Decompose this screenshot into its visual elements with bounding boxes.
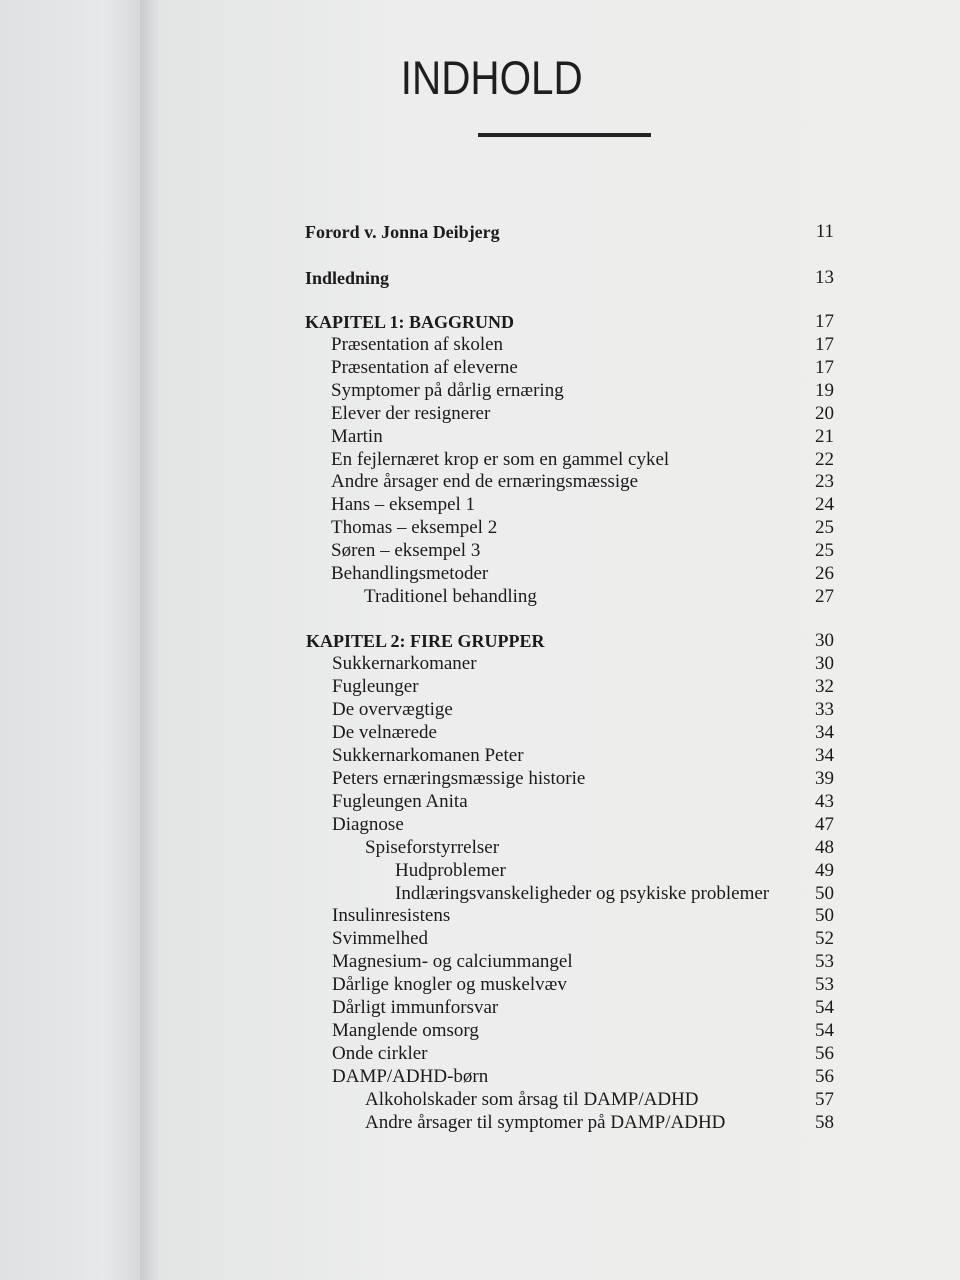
toc-entry-label: KAPITEL 2: FIRE GRUPPER	[306, 631, 545, 651]
toc-entry-label: Svimmelhed	[332, 928, 429, 949]
toc-page-number: 27	[815, 586, 834, 607]
toc-entry-label: Alkoholskader som årsag til DAMP/ADHD	[365, 1089, 699, 1110]
toc-entry	[364, 585, 834, 609]
toc-entry	[331, 493, 834, 517]
toc-page-number: 26	[815, 563, 834, 584]
toc-entry-label: Fugleungen Anita	[332, 791, 468, 812]
toc-entry	[332, 790, 834, 814]
toc-entry	[332, 996, 834, 1020]
toc-page-number: 50	[815, 905, 834, 926]
toc-entry	[395, 859, 834, 883]
toc-entry	[331, 516, 834, 540]
toc-page-number: 23	[815, 471, 834, 492]
toc-entry	[332, 1042, 834, 1066]
toc-entry	[332, 652, 834, 676]
toc-page-number: 13	[815, 267, 834, 288]
toc-page-number: 17	[815, 334, 834, 355]
toc-entry	[332, 675, 834, 699]
toc-page-number: 54	[815, 1020, 834, 1041]
toc-entry-label: Peters ernæringsmæssige historie	[332, 768, 586, 789]
toc-entry	[332, 1019, 834, 1043]
toc-entry-label: Martin	[331, 426, 383, 447]
toc-entry	[331, 562, 834, 586]
toc-entry	[331, 379, 834, 403]
toc-entry	[365, 836, 834, 860]
toc-entry-label: Thomas – eksempel 2	[331, 517, 498, 538]
toc-entry	[332, 767, 834, 791]
toc-entry-label: Indledning	[305, 268, 390, 288]
toc-entry	[331, 425, 834, 449]
toc-page-number: 56	[815, 1066, 834, 1087]
toc-page-number: 25	[815, 540, 834, 561]
toc-page-number: 17	[815, 357, 834, 378]
toc-page-number: 30	[815, 653, 834, 674]
toc-entry	[395, 882, 834, 906]
toc-entry	[331, 333, 834, 357]
toc-heading-entry	[305, 266, 834, 290]
toc-entry-label: Præsentation af eleverne	[331, 357, 518, 378]
toc-entry-label: Indlæringsvanskeligheder og psykiske problemer	[395, 883, 770, 904]
toc-entry-label: Andre årsager til symptomer på DAMP/ADHD	[365, 1112, 726, 1133]
toc-entry-label: Manglende omsorg	[332, 1020, 479, 1041]
toc-page-number: 43	[815, 791, 834, 812]
toc-page-number: 52	[815, 928, 834, 949]
toc-entry-label: Sukkernarkomaner	[332, 653, 477, 674]
toc-entry-label: Traditionel behandling	[364, 586, 537, 607]
toc-entry-label: Dårlige knogler og muskelvæv	[332, 974, 567, 995]
toc-entry-label: Søren – eksempel 3	[331, 540, 481, 561]
toc-page-number: 53	[815, 974, 834, 995]
toc-entry	[331, 470, 834, 494]
toc-entry	[332, 927, 834, 951]
toc-entry	[331, 402, 834, 426]
toc-entry	[332, 950, 834, 974]
toc-entry-label: Spiseforstyrrelser	[365, 837, 500, 858]
toc-page-number: 58	[815, 1112, 834, 1133]
toc-page-number: 47	[815, 814, 834, 835]
toc-page-number: 25	[815, 517, 834, 538]
toc-page-number: 34	[815, 722, 834, 743]
toc-entry-label: De velnærede	[332, 722, 437, 743]
toc-entry	[331, 539, 834, 563]
toc-entry-label: De overvægtige	[332, 699, 453, 720]
toc-page-number: 50	[815, 883, 834, 904]
toc-page-number: 56	[815, 1043, 834, 1064]
toc-page-number: 34	[815, 745, 834, 766]
toc-entry-label: DAMP/ADHD-børn	[332, 1066, 489, 1087]
toc-entry-label: Hudproblemer	[395, 860, 506, 881]
toc-entry-label: Hans – eksempel 1	[331, 494, 476, 515]
toc-entry	[331, 356, 834, 380]
toc-entry-label: Insulinresistens	[332, 905, 451, 926]
toc-page-number: 54	[815, 997, 834, 1018]
toc-entry	[331, 448, 834, 472]
toc-entry	[365, 1111, 834, 1135]
toc-page-number: 17	[815, 311, 834, 332]
toc-entry	[332, 1065, 834, 1089]
toc-page-number: 57	[815, 1089, 834, 1110]
toc-page-number: 48	[815, 837, 834, 858]
toc-page-number: 24	[815, 494, 834, 515]
toc-entry-label: Onde cirkler	[332, 1043, 428, 1064]
toc-page-number: 30	[815, 630, 834, 651]
toc-entry	[332, 744, 834, 768]
toc-page-number: 11	[815, 221, 834, 242]
toc-entry-label: Forord v. Jonna Deibjerg	[305, 222, 500, 242]
toc-heading-entry	[306, 629, 834, 653]
toc-entry-label: Dårligt immunforsvar	[332, 997, 499, 1018]
toc-entry	[365, 1088, 834, 1112]
toc-entry-label: Diagnose	[332, 814, 404, 835]
toc-entry-label: Præsentation af skolen	[331, 334, 504, 355]
toc-entry	[332, 973, 834, 997]
toc-entry	[332, 721, 834, 745]
toc-page-number: 20	[815, 403, 834, 424]
toc-page-number: 19	[815, 380, 834, 401]
toc-entry-label: Magnesium- og calciummangel	[332, 951, 573, 972]
toc-entry-label: KAPITEL 1: BAGGRUND	[305, 312, 515, 332]
toc-heading-entry	[305, 220, 834, 244]
toc-page-number: 21	[815, 426, 834, 447]
toc-page-number: 53	[815, 951, 834, 972]
toc-page-number: 39	[815, 768, 834, 789]
toc-entry-label: En fejlernæret krop er som en gammel cykel	[331, 449, 670, 470]
toc-page-number: 32	[815, 676, 834, 697]
toc-entry	[332, 904, 834, 928]
toc-entry-label: Fugleunger	[332, 676, 419, 697]
toc-entry-label: Symptomer på dårlig ernæring	[331, 380, 564, 401]
toc-page-number: 33	[815, 699, 834, 720]
toc-entry-label: Sukkernarkomanen Peter	[332, 745, 524, 766]
toc-entry-label: Andre årsager end de ernæringsmæssige	[331, 471, 639, 492]
toc-page-number: 22	[815, 449, 834, 470]
toc-entry	[332, 698, 834, 722]
toc-entry-label: Elever der resignerer	[331, 403, 491, 424]
toc-heading-entry	[305, 310, 834, 334]
page-title: INDHOLD	[400, 51, 583, 104]
toc-entry	[332, 813, 834, 837]
toc-entry-label: Behandlingsmetoder	[331, 563, 489, 584]
toc-page-number: 49	[815, 860, 834, 881]
